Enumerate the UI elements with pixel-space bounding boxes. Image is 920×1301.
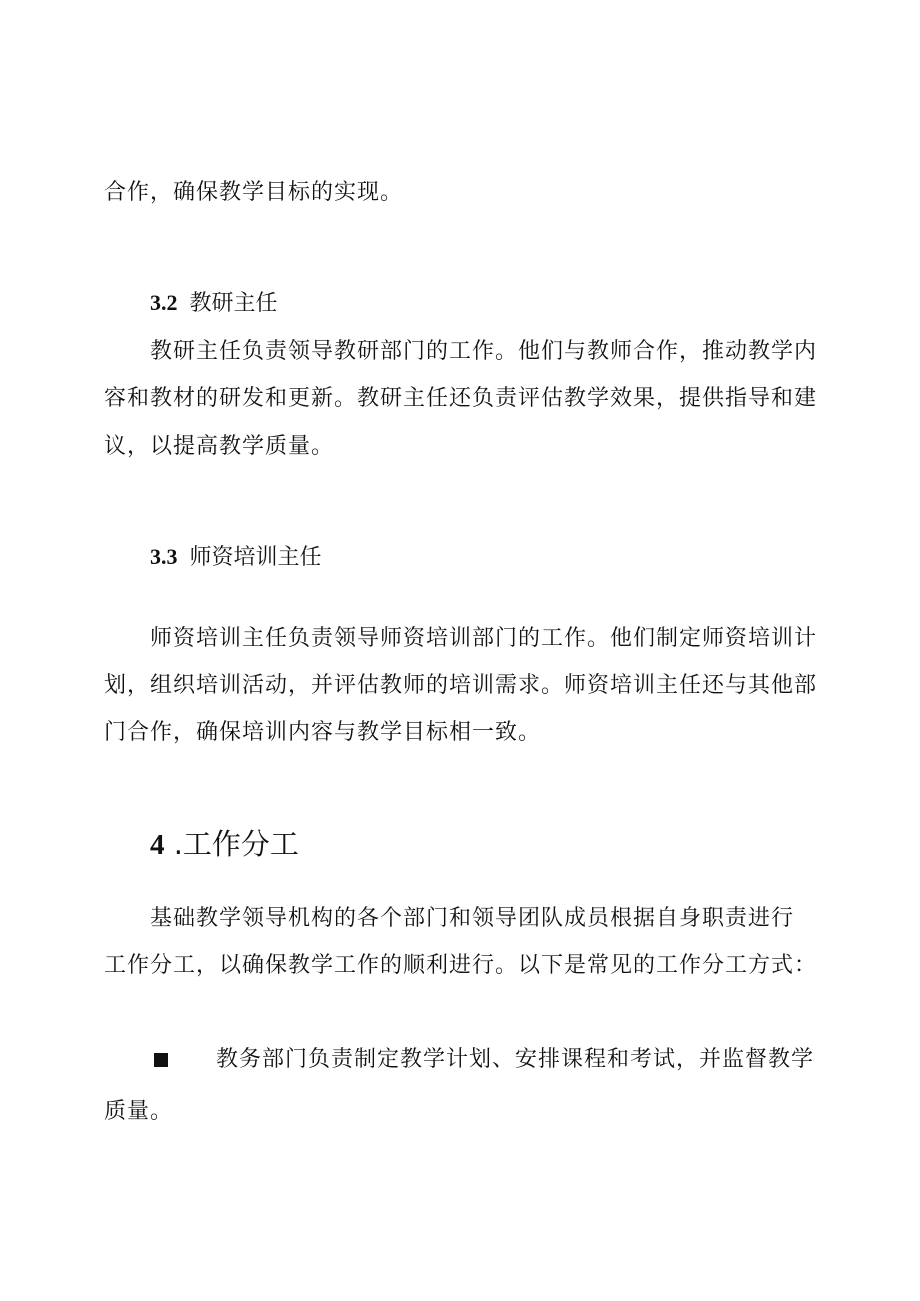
- paragraph-line: 工作分工，以确保教学工作的顺利进行。以下是常见的工作分工方式：: [104, 953, 818, 978]
- section-title: 教研主任: [189, 291, 278, 316]
- section-3-3-heading: [150, 542, 322, 573]
- section-number: 3.3: [150, 544, 178, 569]
- section-title: 师资培训主任: [189, 545, 322, 570]
- section-number: 3.2: [150, 290, 178, 315]
- bullet-square-icon: [154, 1053, 168, 1067]
- paragraph-line: 教研主任负责领导教研部门的工作。他们与教师合作，推动教学内: [150, 339, 818, 364]
- paragraph-line: 门合作，确保培训内容与教学目标相一致。: [104, 720, 542, 745]
- bullet-line: 质量。: [104, 1099, 174, 1124]
- paragraph-line: 容和教材的研发和更新。教研主任还负责评估教学效果，提供指导和建: [104, 386, 818, 411]
- section-4-heading: [150, 826, 299, 863]
- paragraph-line: 基础教学领导机构的各个部门和领导团队成员根据自身职责进行: [150, 906, 795, 931]
- paragraph-line: 划，组织培训活动，并评估教师的培训需求。师资培训主任还与其他部: [104, 673, 818, 698]
- section-3-2-heading: [150, 288, 278, 319]
- bullet-line: 教务部门负责制定教学计划、安排课程和考试，并监督教学: [216, 1047, 815, 1072]
- section-number: 4: [150, 829, 165, 861]
- continuation-text: 合作，确保教学目标的实现。: [104, 180, 404, 205]
- section-title: .工作分工: [173, 827, 299, 861]
- paragraph-line: 议，以提高教学质量。: [104, 434, 335, 459]
- paragraph-line: 师资培训主任负责领导师资培训部门的工作。他们制定师资培训计: [150, 626, 818, 651]
